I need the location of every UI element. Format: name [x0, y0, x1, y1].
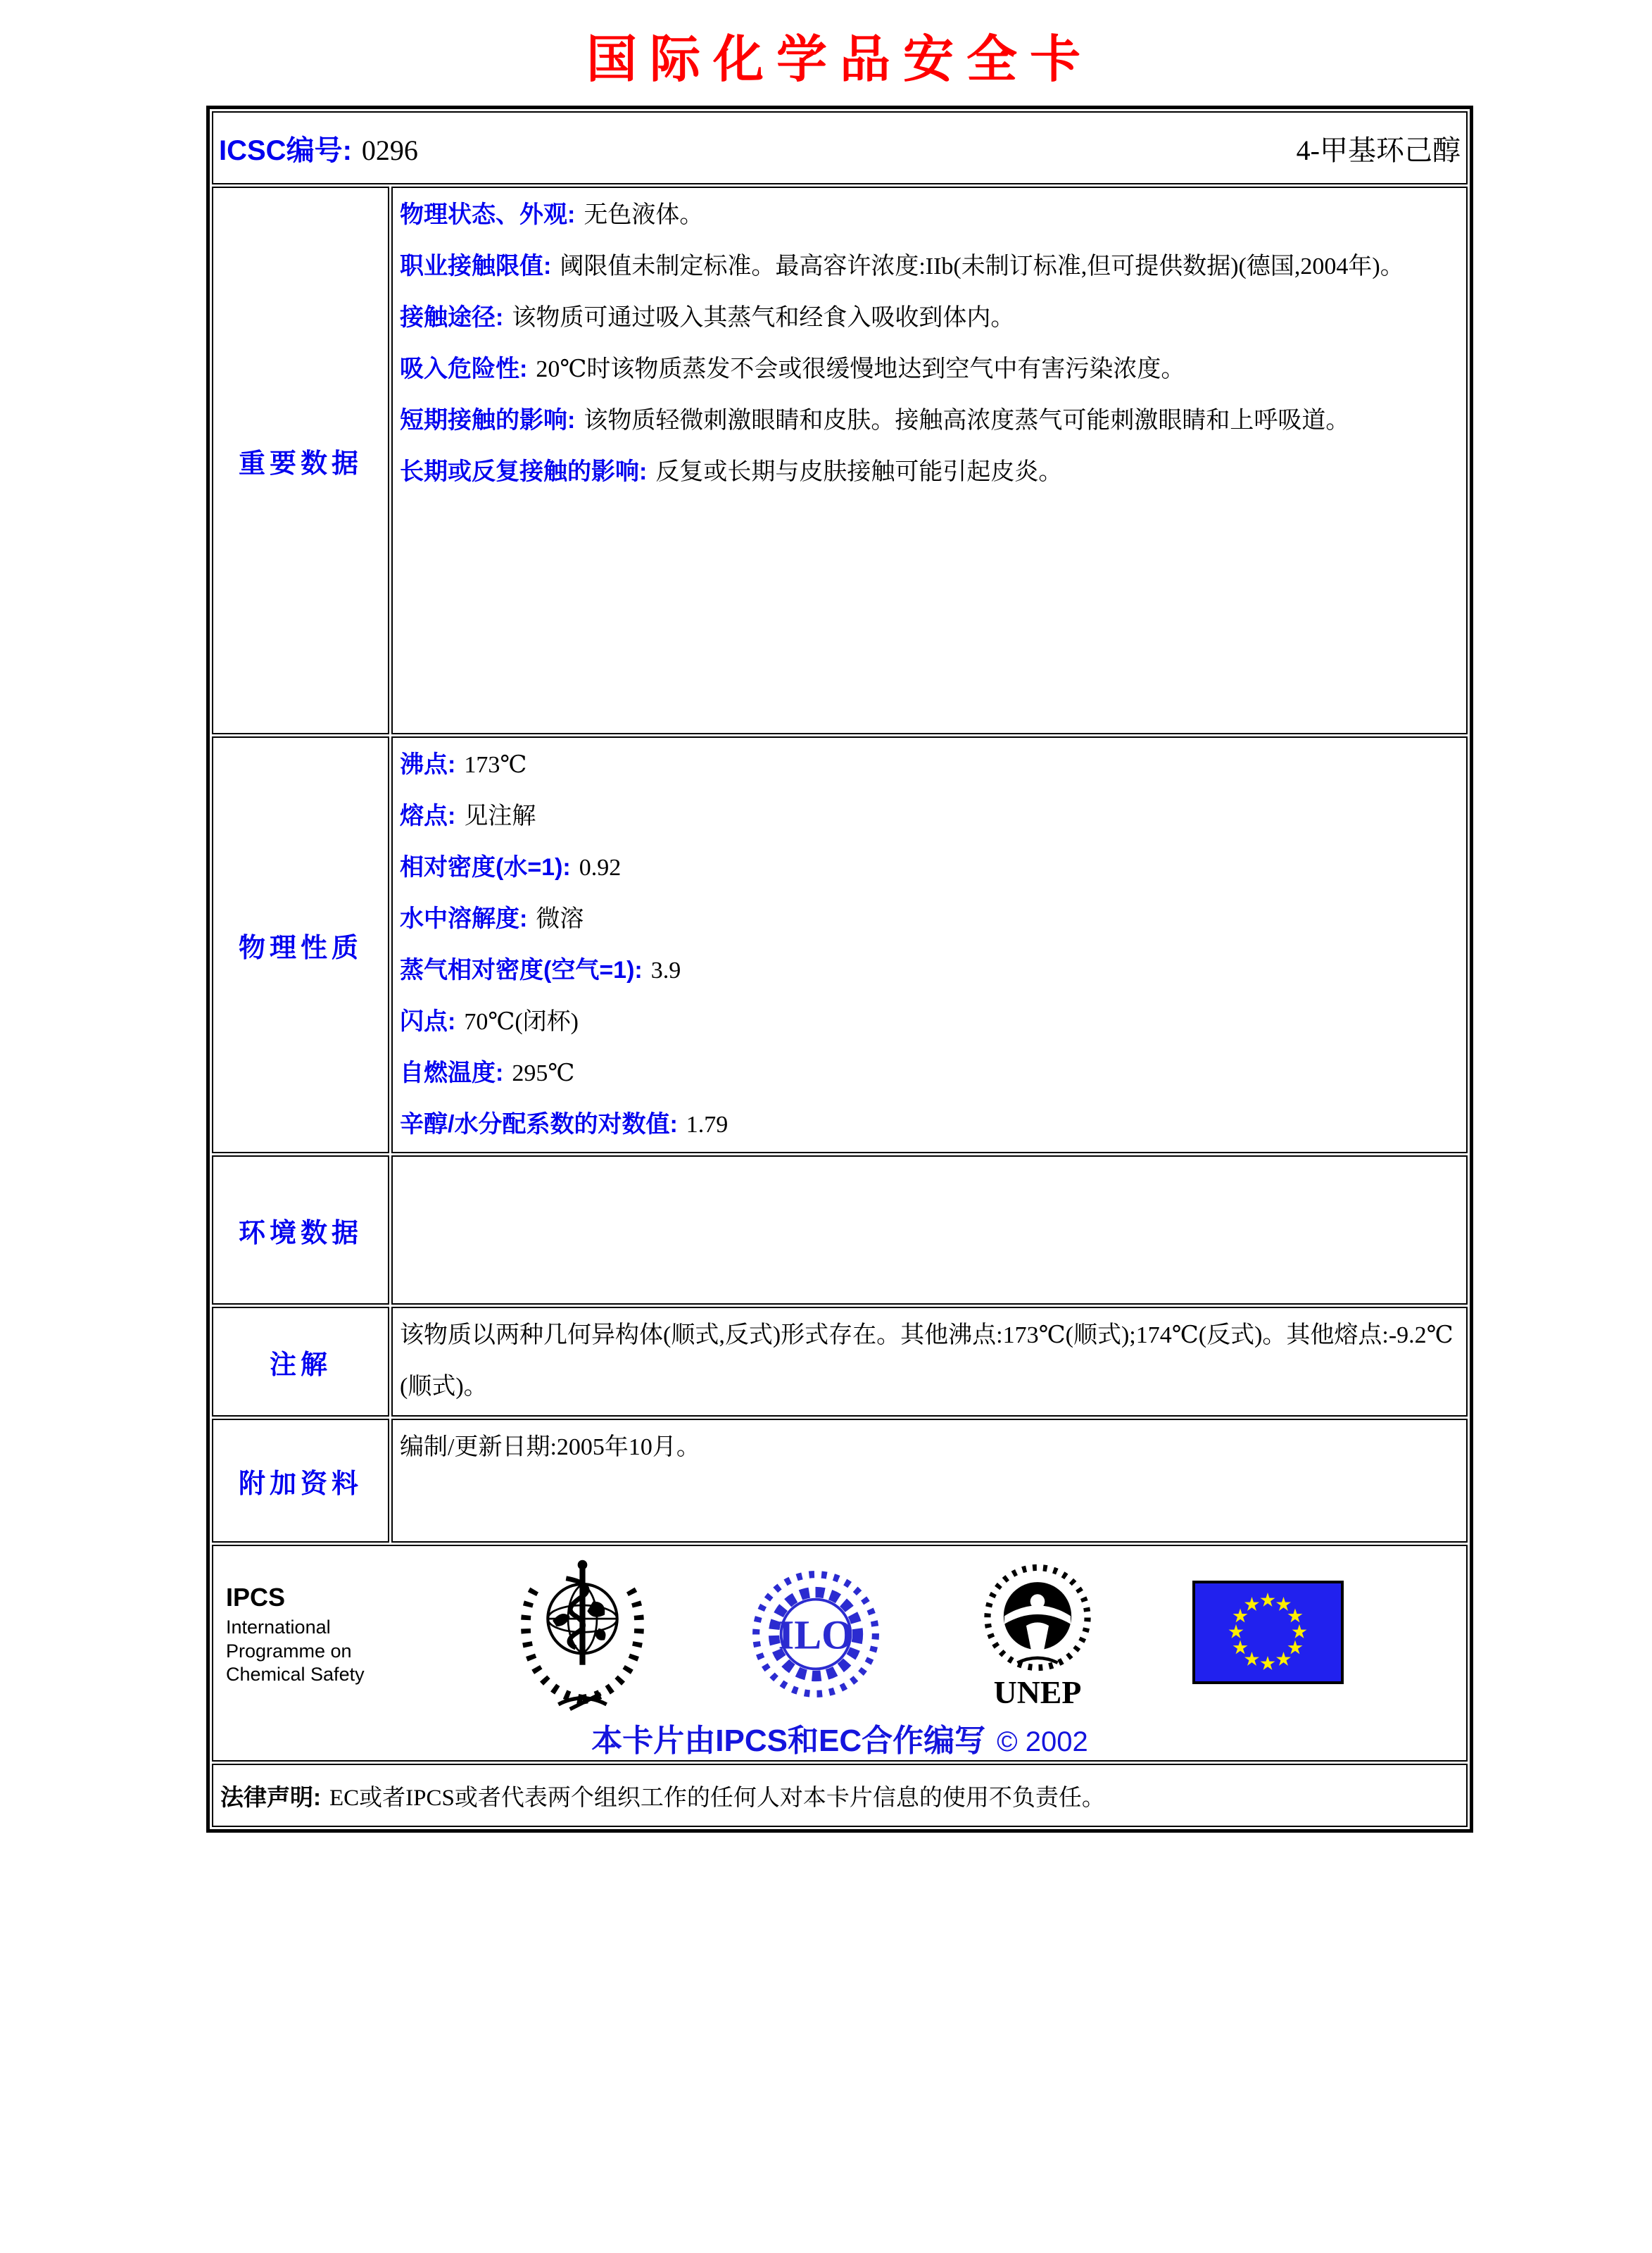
section-label-physical-properties: 物理性质 [212, 736, 389, 1153]
additional-info-content: 编制/更新日期:2005年10月。 [391, 1419, 1468, 1543]
field-inhalation-risk [400, 344, 1459, 395]
field-label: 蒸气相对密度(空气=1): [400, 957, 643, 984]
field-label: 吸入危险性: [400, 356, 528, 382]
field-value: 微溶 [536, 906, 584, 932]
legal-text: EC或者IPCS或者代表两个组织工作的任何人对本卡片信息的使用不负责任。 [329, 1785, 1105, 1811]
eu-flag-icon [1192, 1581, 1344, 1684]
field-value: 该物质轻微刺激眼睛和皮肤。接触高浓度蒸气可能刺激眼睛和上呼吸道。 [584, 408, 1350, 434]
unep-wordmark: UNEP [993, 1674, 1082, 1709]
field-value: 无色液体。 [584, 202, 704, 228]
field-short-term-effects [400, 395, 1459, 446]
chemical-name: 4-甲基环己醇 [1296, 134, 1461, 166]
field-label: 辛醇/水分配系数的对数值: [400, 1111, 678, 1138]
field-value: 见注解 [464, 803, 536, 829]
important-data-row [212, 187, 1468, 734]
caption-text: 本卡片由IPCS和EC合作编写 [591, 1724, 986, 1758]
ipcs-line: International [226, 1616, 331, 1638]
field-long-term-effects [400, 446, 1459, 498]
ipcs-line: Chemical Safety [226, 1664, 365, 1686]
notes-row [212, 1307, 1468, 1417]
field-physical-state-appearance [400, 189, 1459, 241]
caption-year: © 2002 [997, 1726, 1088, 1757]
field-label: 熔点: [400, 803, 456, 829]
field-value: 0.92 [579, 855, 622, 881]
field-label: 接触途径: [400, 304, 504, 331]
field-value: 该物质可通过吸入其蒸气和经食入吸收到体内。 [512, 305, 1015, 331]
field-value: 295℃ [512, 1060, 575, 1086]
field-melting-point [400, 791, 1459, 842]
physical-properties-content [391, 736, 1468, 1153]
legal-row [212, 1764, 1468, 1827]
section-label-additional-info: 附加资料 [212, 1419, 389, 1543]
card-header-cell [212, 111, 1468, 184]
ipcs-line: Programme on [226, 1640, 352, 1662]
field-label: 长期或反复接触的影响: [400, 458, 648, 485]
header-row [212, 111, 1468, 184]
unep-emblem-icon [977, 1559, 1098, 1709]
icsc-number-group [219, 128, 418, 168]
ipcs-acronym: IPCS [226, 1582, 286, 1612]
who-emblem-icon [510, 1556, 655, 1712]
field-flash-point [400, 996, 1459, 1048]
ilo-letters: ILO [778, 1612, 854, 1658]
field-routes-of-exposure [400, 292, 1459, 344]
field-value: 1.79 [686, 1112, 729, 1138]
additional-info-row [212, 1419, 1468, 1543]
field-value: 反复或长期与皮肤接触可能引起皮炎。 [655, 459, 1063, 485]
legal-cell [212, 1764, 1468, 1827]
ilo-emblem-icon [749, 1567, 883, 1701]
page-title: 国际化学品安全卡 [586, 29, 1093, 89]
field-octanol-water-partition [400, 1099, 1459, 1150]
physical-properties-row [212, 736, 1468, 1153]
icsc-number-value: 0296 [361, 134, 418, 166]
field-vapour-relative-density [400, 945, 1459, 996]
field-value: 70℃(闭杯) [464, 1009, 579, 1035]
ipcs-text-block [226, 1581, 416, 1687]
icsc-card-table [206, 106, 1473, 1833]
environmental-data-row [212, 1155, 1468, 1305]
field-label: 闪点: [400, 1008, 456, 1035]
notes-content: 该物质以两种几何异构体(顺式,反式)形式存在。其他沸点:173℃(顺式);174℃(反式)。其他熔点:-9.2℃ (顺式)。 [391, 1307, 1468, 1417]
field-label: 短期接触的影响: [400, 407, 576, 434]
cooperation-caption [219, 1715, 1461, 1760]
field-value: 3.9 [650, 958, 681, 984]
logos-cell [212, 1545, 1468, 1762]
field-boiling-point [400, 739, 1459, 791]
field-label: 相对密度(水=1): [400, 854, 571, 881]
eu-flag-wrap [1192, 1581, 1344, 1688]
field-label: 水中溶解度: [400, 905, 528, 932]
icsc-number-label: ICSC编号: [219, 134, 352, 166]
field-water-solubility [400, 893, 1459, 945]
field-label: 沸点: [400, 751, 456, 778]
section-label-environmental-data: 环境数据 [212, 1155, 389, 1305]
field-label: 自燃温度: [400, 1060, 504, 1086]
logos-row [212, 1545, 1468, 1762]
field-autoignition-temperature [400, 1048, 1459, 1099]
section-label-important-data: 重要数据 [212, 187, 389, 734]
section-label-notes: 注解 [212, 1307, 389, 1417]
field-value: 20℃时该物质蒸发不会或很缓慢地达到空气中有害污染浓度。 [536, 356, 1185, 382]
field-occupational-exposure-limits [400, 241, 1459, 292]
field-relative-density [400, 842, 1459, 893]
environmental-data-content [391, 1155, 1468, 1305]
field-label: 职业接触限值: [400, 253, 552, 280]
field-label: 物理状态、外观: [400, 201, 576, 228]
legal-label: 法律声明: [220, 1783, 321, 1810]
field-value: 阈限值未制定标准。最高容许浓度:IIb(未制订标准,但可提供数据)(德国,2004年)。 [560, 253, 1404, 280]
field-value: 173℃ [464, 752, 527, 778]
important-data-content [391, 187, 1468, 734]
